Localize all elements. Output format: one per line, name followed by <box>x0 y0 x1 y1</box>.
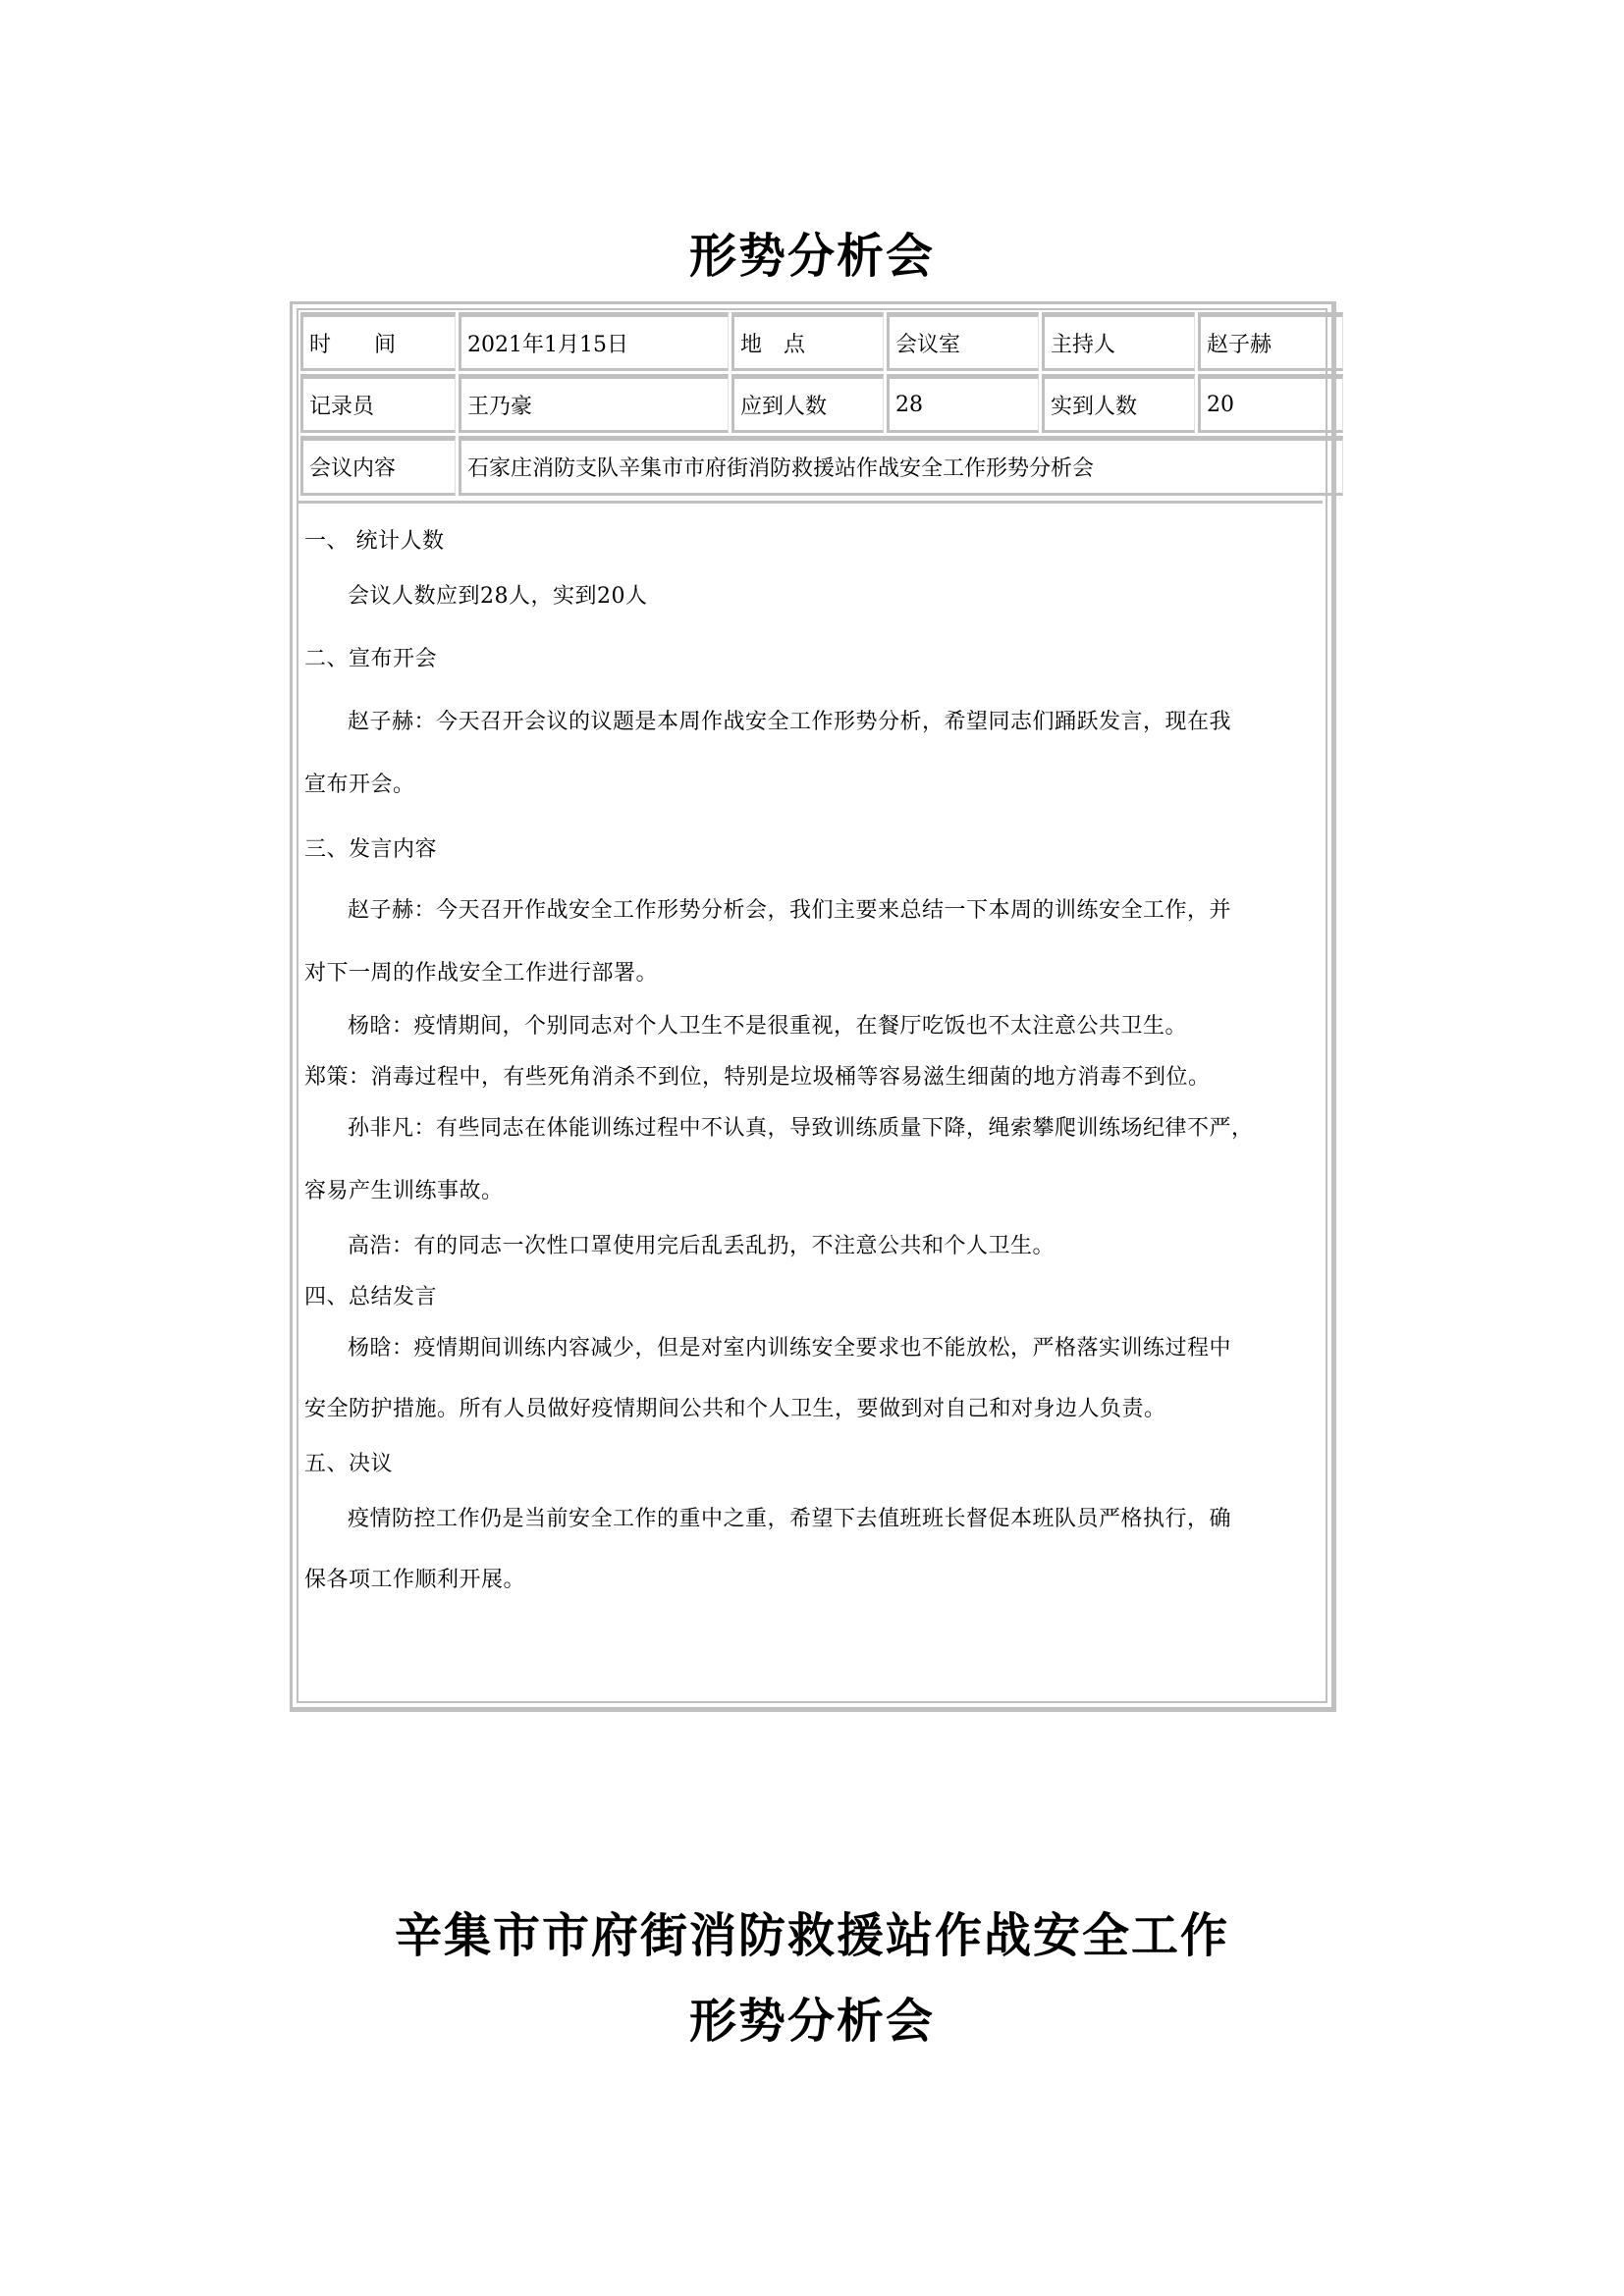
paragraph: 安全防护措施。所有人员做好疫情期间公共和个人卫生，要做到对自己和对身边人负责。 <box>304 1397 1166 1421</box>
label-time: 时 间 <box>300 312 456 371</box>
paragraph: 疫情防控工作仍是当前安全工作的重中之重，希望下去值班班长督促本班队员严格执行，确 <box>348 1507 1232 1531</box>
label-location: 地 点 <box>731 312 884 371</box>
table-row <box>300 436 1343 496</box>
value-time: 2021年1月15日 <box>459 312 729 371</box>
paragraph: 杨晗：疫情期间，个别同志对个人卫生不是很重视，在餐厅吃饭也不太注意公共卫生。 <box>348 1014 1188 1039</box>
value-expected-count: 28 <box>887 374 1039 433</box>
meeting-record-table <box>290 301 1336 1712</box>
paragraph: 对下一周的作战安全工作进行部署。 <box>304 961 659 986</box>
section-heading: 三、发言内容 <box>304 837 438 862</box>
label-content: 会议内容 <box>300 436 456 496</box>
value-actual-count: 20 <box>1198 374 1343 433</box>
table-row <box>300 374 1343 433</box>
label-recorder: 记录员 <box>300 374 456 433</box>
section-heading: 四、总结发言 <box>304 1285 438 1309</box>
paragraph: 宣布开会。 <box>304 773 415 797</box>
paragraph: 保各项工作顺利开展。 <box>304 1568 526 1592</box>
paragraph: 杨晗：疫情期间训练内容减少，但是对室内训练安全要求也不能放松，严格落实训练过程中 <box>348 1336 1232 1361</box>
value-recorder: 王乃豪 <box>459 374 729 433</box>
section-heading: 五、决议 <box>304 1452 394 1476</box>
next-page-title-line-2: 形势分析会 <box>688 1994 935 2049</box>
table-row <box>300 312 1343 371</box>
next-page-title-line-1: 辛集市市府街消防救援站作战安全工作 <box>394 1908 1229 1963</box>
section-heading: 一、 统计人数 <box>304 529 445 554</box>
value-location: 会议室 <box>887 312 1039 371</box>
paragraph: 郑策：消毒过程中，有些死角消杀不到位，特别是垃圾桶等容易滋生细菌的地方消毒不到位。 <box>304 1065 1211 1090</box>
label-host: 主持人 <box>1042 312 1195 371</box>
value-host: 赵子赫 <box>1198 312 1343 371</box>
meeting-info-table <box>298 309 1346 499</box>
paragraph: 赵子赫：今天召开会议的议题是本周作战安全工作形势分析，希望同志们踊跃发言，现在我 <box>348 710 1232 734</box>
label-expected-count: 应到人数 <box>731 374 884 433</box>
value-content: 石家庄消防支队辛集市市府街消防救援站作战安全工作形势分析会 <box>459 436 1343 496</box>
page-title: 形势分析会 <box>688 229 935 284</box>
label-actual-count: 实到人数 <box>1042 374 1195 433</box>
paragraph: 高浩：有的同志一次性口罩使用完后乱丢乱扔，不注意公共和个人卫生。 <box>348 1234 1056 1258</box>
paragraph: 容易产生训练事故。 <box>304 1179 504 1203</box>
section-heading: 二、宣布开会 <box>304 647 438 671</box>
paragraph: 会议人数应到28人，实到20人 <box>348 584 648 609</box>
table-inner-border <box>297 308 1327 1703</box>
paragraph: 孙非凡：有些同志在体能训练过程中不认真，导致训练质量下降，绳索攀爬训练场纪律不严， <box>348 1116 1254 1141</box>
divider <box>297 501 1323 504</box>
paragraph: 赵子赫：今天召开作战安全工作形势分析会，我们主要来总结一下本周的训练安全工作，并 <box>348 898 1232 923</box>
